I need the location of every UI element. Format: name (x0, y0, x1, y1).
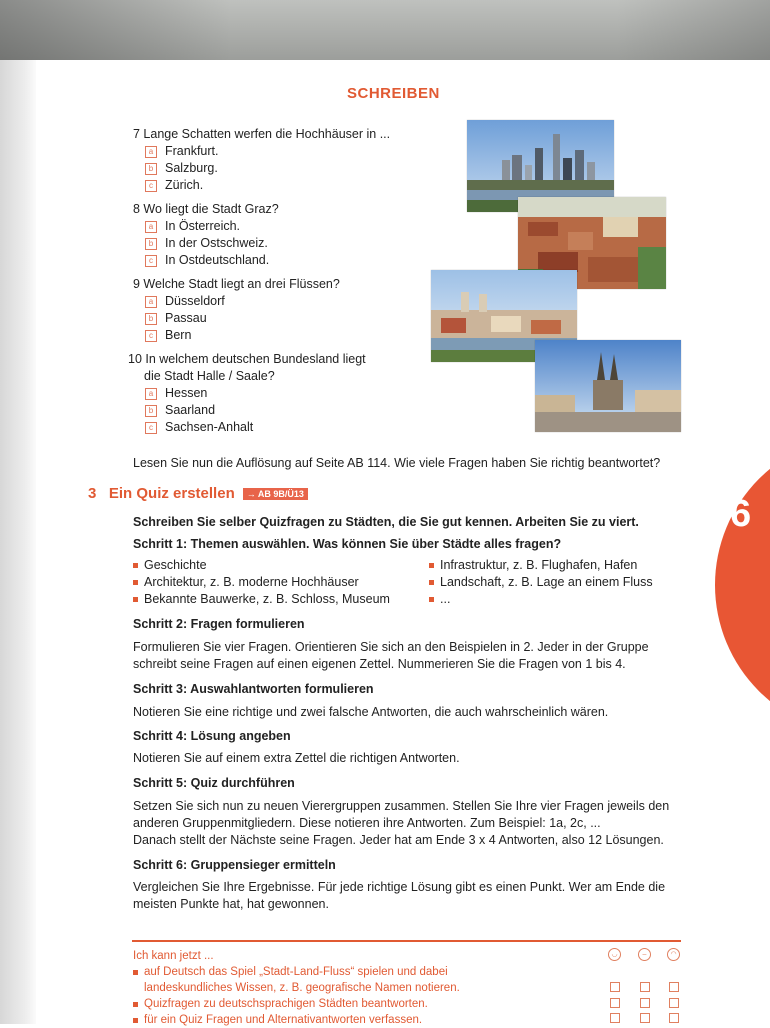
self-assessment-checkbox[interactable] (669, 1013, 679, 1023)
self-assessment-checkbox[interactable] (640, 982, 650, 992)
question-text-line2: die Stadt Halle / Saale? (144, 369, 275, 383)
self-assessment-checkbox[interactable] (610, 1013, 620, 1023)
step-5-title: Schritt 5: Quiz durchführen (133, 776, 295, 790)
can-do-item: auf Deutsch das Spiel „Stadt-Land-Fluss“ spielen und dabei (133, 964, 460, 980)
can-do-item-continuation: landeskundliches Wissen, z. B. geografische Namen notieren. (144, 982, 460, 994)
list-item: Infrastruktur, z. B. Flughafen, Hafen (429, 557, 653, 574)
step-4-title: Schritt 4: Lösung angeben (133, 729, 291, 743)
step-3-text: Notieren Sie eine richtige und zwei falsche Antworten, die auch wahrscheinlich wären. (133, 705, 609, 719)
list-item: Bekannte Bauwerke, z. B. Schloss, Museum (133, 591, 390, 608)
option-a: a In Österreich. (145, 218, 279, 235)
topic-list-right (429, 557, 653, 608)
can-do-item: Quizfragen zu deutschsprachigen Städten beantworten. (133, 996, 460, 1012)
list-item: Architektur, z. B. moderne Hochhäuser (133, 574, 390, 591)
option-a: a Düsseldorf (145, 293, 340, 310)
section-heading: 3 Ein Quiz erstellen → AB 9B/Ü13 (88, 485, 308, 502)
step-2-text: Formulieren Sie vier Fragen. Orientieren Sie sich an den Beispielen in 2. Jeder in der Gruppe schreibt seine Fragen auf einen eigenen Zettel. Nummerieren Sie die Fragen von 1 bis 4. (133, 640, 649, 671)
divider (132, 940, 681, 942)
self-assessment-checkbox[interactable] (610, 982, 620, 992)
question-text: 10 In welchem deutschen Bundesland liegt (128, 352, 366, 366)
option-a: a Hessen (145, 385, 366, 402)
list-item: Geschichte (133, 557, 390, 574)
step-3-title: Schritt 3: Auswahlantworten formulieren (133, 682, 374, 696)
option-b: b Saarland (145, 402, 366, 419)
workbook-reference-tag: → AB 9B/Ü13 (243, 488, 308, 500)
step-6-text: Vergleichen Sie Ihre Ergebnisse. Für jede richtige Lösung gibt es einen Punkt. Wer am Ende die meisten Punkte hat, hat gewonnen. (133, 880, 666, 911)
option-b: b Passau (145, 310, 340, 327)
list-item: Landschaft, z. B. Lage an einem Fluss (429, 574, 653, 591)
page-title: SCHREIBEN (347, 85, 440, 102)
can-do-item: für ein Quiz Fragen und Alternativantworten verfassen. (133, 1012, 460, 1028)
option-c: c Zürich. (145, 177, 390, 194)
question-text: 8 Wo liegt die Stadt Graz? (133, 202, 279, 216)
question-10 (128, 351, 366, 436)
step-2-title: Schritt 2: Fragen formulieren (133, 617, 305, 631)
step-1-title: Schritt 1: Themen auswählen. Was können Sie über Städte alles fragen? (133, 537, 562, 551)
option-b: b In der Ostschweiz. (145, 235, 279, 252)
instruction-text: Lesen Sie nun die Auflösung auf Seite AB 114. Wie viele Fragen haben Sie richtig beantwortet? (133, 456, 661, 470)
self-assessment-checkbox[interactable] (669, 998, 679, 1008)
neutral-face-icon: – (638, 948, 651, 961)
question-8 (133, 201, 279, 269)
can-do-box (133, 948, 460, 1028)
photo-halle-market (535, 340, 681, 432)
scan-top-band (0, 0, 770, 60)
question-7 (133, 126, 390, 194)
step-5-text-2: Danach stellt der Nächste seine Fragen. Jeder hat am Ende 3 x 4 Antworten, also 12 Lösungen. (133, 833, 664, 847)
list-item: ... (429, 591, 653, 608)
step-6-title: Schritt 6: Gruppensieger ermitteln (133, 858, 336, 872)
option-b: b Salzburg. (145, 160, 390, 177)
question-text: 9 Welche Stadt liegt an drei Flüssen? (133, 277, 340, 291)
sad-face-icon: ◠ (667, 948, 680, 961)
step-4-text: Notieren Sie auf einem extra Zettel die richtigen Antworten. (133, 751, 460, 765)
chapter-tab (700, 455, 770, 705)
option-a: a Frankfurt. (145, 143, 390, 160)
self-assessment-checkbox[interactable] (610, 998, 620, 1008)
option-c: c In Ostdeutschland. (145, 252, 279, 269)
self-assessment-checkbox[interactable] (640, 1013, 650, 1023)
self-assessment-checkbox[interactable] (669, 982, 679, 992)
question-9 (133, 276, 340, 344)
option-c: c Sachsen-Anhalt (145, 419, 366, 436)
question-text: 7 Lange Schatten werfen die Hochhäuser in ... (133, 127, 391, 141)
section-intro: Schreiben Sie selber Quizfragen zu Städten, die Sie gut kennen. Arbeiten Sie zu viert. (133, 515, 639, 529)
topic-list-left (133, 557, 390, 608)
can-do-title: Ich kann jetzt ... (133, 950, 214, 962)
self-assessment-checkbox[interactable] (640, 998, 650, 1008)
book-spine-shadow (0, 60, 36, 1024)
option-c: c Bern (145, 327, 340, 344)
chapter-number: 6 (730, 493, 752, 535)
step-5-text: Setzen Sie sich nun zu neuen Vierergruppen zusammen. Stellen Sie Ihre vier Fragen jeweils den anderen Gruppenmitgliedern. Diese notieren ihre Antworten. Zum Beispiel: 1a, 2c, ... (133, 799, 670, 830)
happy-face-icon: ◡ (608, 948, 621, 961)
